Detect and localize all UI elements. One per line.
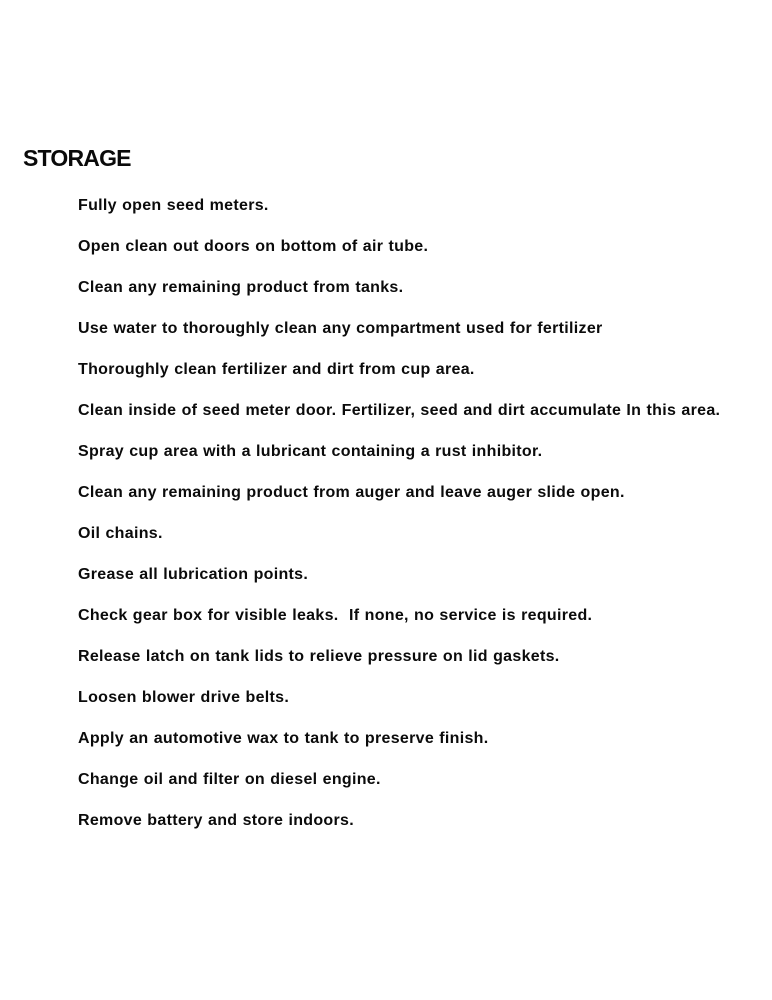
list-item: Change oil and filter on diesel engine. (78, 771, 381, 788)
list-item: Use water to thoroughly clean any compartment used for fertilizer (78, 320, 603, 337)
list-item: Clean any remaining product from auger and leave auger slide open. (78, 484, 625, 501)
list-item: Thoroughly clean fertilizer and dirt from cup area. (78, 361, 475, 378)
list-item: Grease all lubrication points. (78, 566, 309, 583)
list-item: Fully open seed meters. (78, 197, 269, 214)
section-heading: STORAGE (23, 145, 131, 171)
list-item: Loosen blower drive belts. (78, 689, 290, 706)
list-item: Oil chains. (78, 525, 163, 542)
list-item: Spray cup area with a lubricant containing a rust inhibitor. (78, 443, 543, 460)
storage-checklist (78, 195, 744, 851)
list-item: Clean inside of seed meter door. Fertilizer, seed and dirt accumulate In this area. (78, 402, 721, 419)
list-item: Release latch on tank lids to relieve pressure on lid gaskets. (78, 648, 560, 665)
list-item: Open clean out doors on bottom of air tube. (78, 238, 429, 255)
list-item: Check gear box for visible leaks. If none, no service is required. (78, 607, 593, 624)
list-item: Remove battery and store indoors. (78, 812, 354, 829)
list-item: Clean any remaining product from tanks. (78, 279, 404, 296)
list-item: Apply an automotive wax to tank to preserve finish. (78, 730, 489, 747)
